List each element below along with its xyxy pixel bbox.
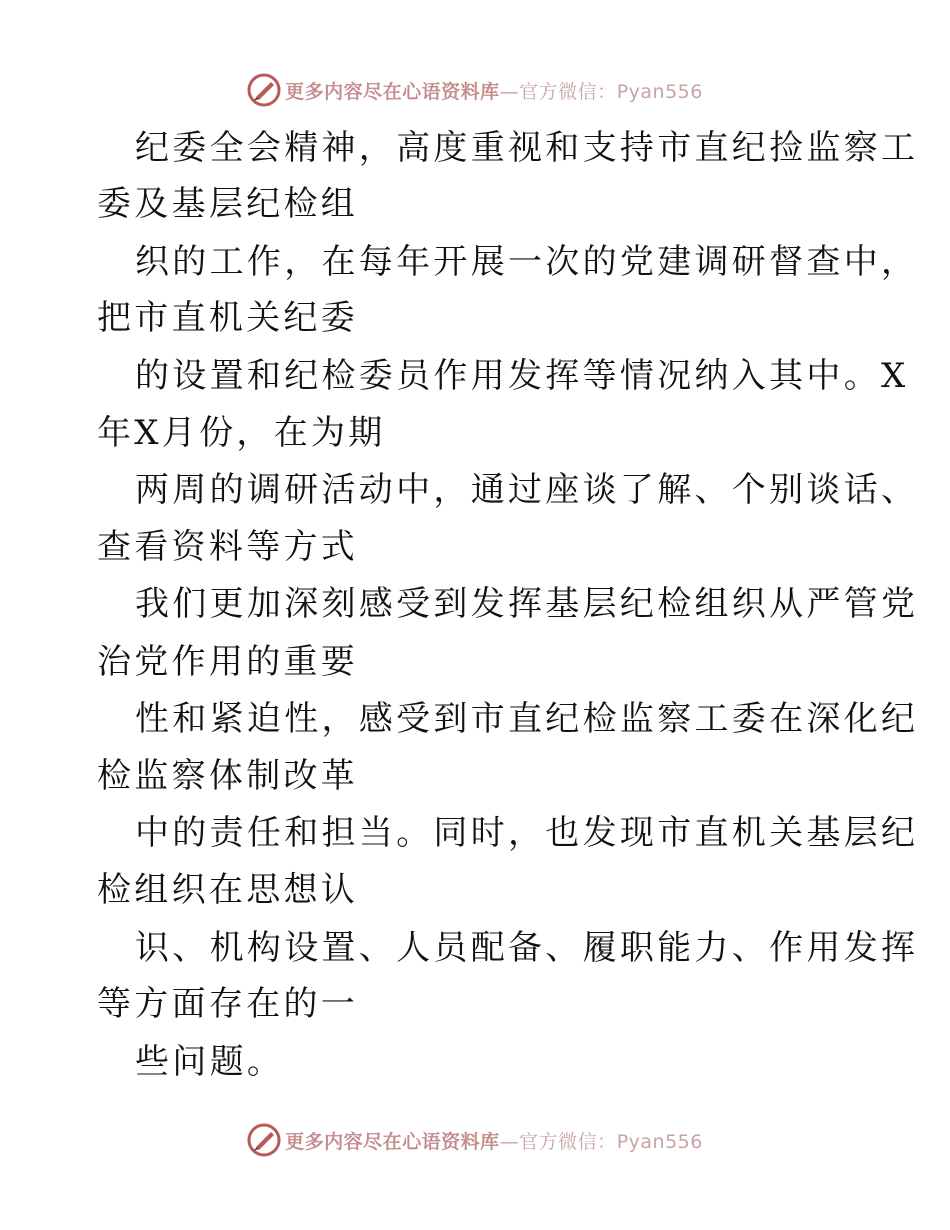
body-line: 把市直机关纪委: [97, 298, 359, 338]
body-line: 治党作用的重要: [97, 642, 359, 682]
body-line: 检监察体制改革: [97, 756, 359, 796]
body-line: 等方面存在的一: [97, 984, 359, 1024]
quill-logo-icon: [247, 1123, 281, 1157]
body-line: 两周的调研活动中，通过座谈了解、个别谈话、: [135, 470, 919, 510]
body-line: 些问题。: [135, 1042, 285, 1082]
body-line: 年X月份，在为期: [97, 413, 386, 453]
body-line: 我们更加深刻感受到发挥基层纪检组织从严管党: [135, 584, 919, 624]
watermark-official: 官方微信：: [519, 80, 617, 103]
body-line: 纪委全会精神，高度重视和支持市直纪捡监察工: [135, 128, 919, 168]
watermark-brand: 更多内容尽在心语资料库: [285, 80, 500, 103]
watermark-dash: —: [499, 1130, 520, 1153]
watermark-dash: —: [499, 80, 520, 103]
body-line: 的设置和纪检委员作用发挥等情况纳入其中。X: [135, 356, 909, 396]
watermark-wechat-id: Pyan556: [616, 80, 703, 103]
watermark-official: 官方微信：: [519, 1130, 617, 1153]
body-line: 识、机构设置、人员配备、履职能力、作用发挥: [135, 928, 919, 968]
body-line: 性和紧迫性，感受到市直纪检监察工委在深化纪: [135, 699, 919, 739]
watermark-brand: 更多内容尽在心语资料库: [285, 1130, 500, 1153]
body-line: 中的责任和担当。同时，也发现市直机关基层纪: [135, 813, 919, 853]
body-line: 织的工作，在每年开展一次的党建调研督查中，: [135, 242, 919, 282]
body-line: 检组织在思想认: [97, 870, 359, 910]
watermark-wechat-id: Pyan556: [616, 1130, 703, 1153]
body-line: 查看资料等方式: [97, 527, 359, 567]
footer-watermark: [0, 1120, 950, 1160]
body-line: 委及基层纪检组: [97, 184, 359, 224]
